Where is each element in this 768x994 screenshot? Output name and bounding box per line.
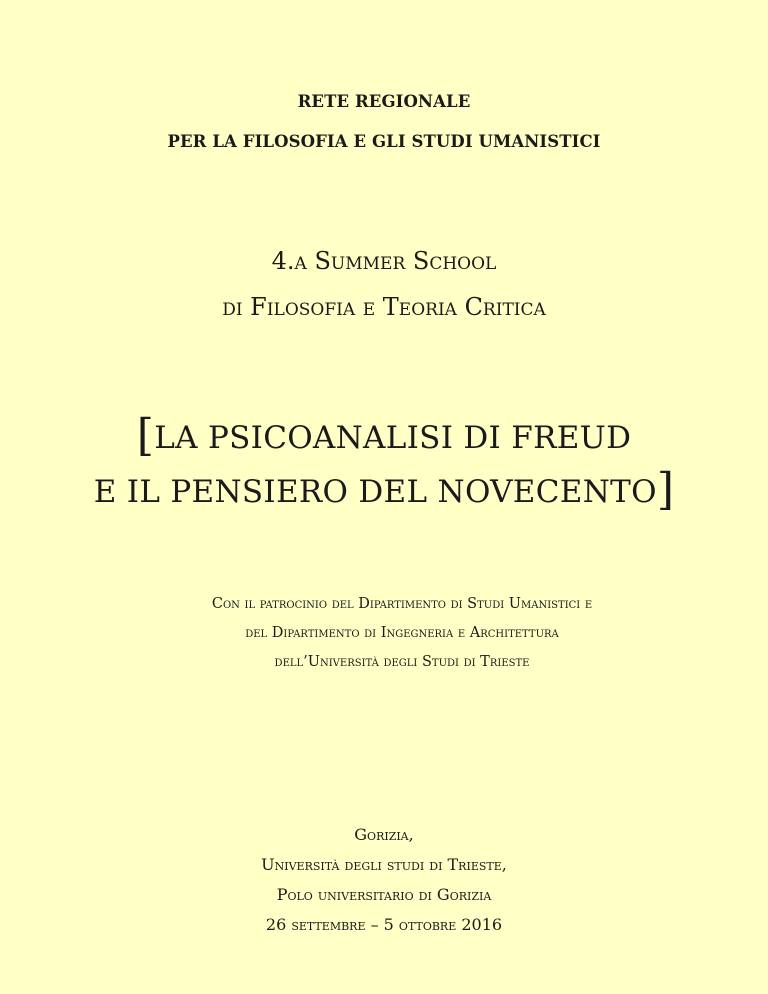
close-bracket: ] <box>656 464 675 515</box>
network-subtitle: PER LA FILOSOFIA E GLI STUDI UMANISTICI <box>167 132 601 151</box>
network-header <box>0 82 768 162</box>
patronage-block <box>18 590 768 677</box>
venue-block <box>0 820 768 940</box>
patronage-line-1: Con il patrocinio del Dipartimento di Studi Umanistici e <box>211 596 593 612</box>
venue-city: Gorizia, <box>354 825 414 844</box>
event-dates: 26 settembre – 5 ottobre 2016 <box>265 915 503 934</box>
title-text-1: LA PSICOANALISI DI FREUD <box>154 420 632 456</box>
main-title <box>0 410 768 518</box>
school-edition: 4.a Summer School <box>271 247 497 275</box>
school-subject: di Filosofia e Teoria Critica <box>222 293 546 321</box>
title-line-1 <box>0 410 768 464</box>
open-bracket: [ <box>136 410 155 461</box>
school-heading <box>0 238 768 330</box>
venue-campus: Polo universitario di Gorizia <box>276 885 492 904</box>
title-line-2 <box>0 464 768 518</box>
patronage-line-2: del Dipartimento di Ingegneria e Architettura <box>245 625 559 641</box>
network-name: RETE REGIONALE <box>297 92 471 111</box>
title-text-2: E IL PENSIERO DEL NOVECENTO <box>93 474 657 510</box>
venue-university: Università degli studi di Trieste, <box>261 855 507 874</box>
patronage-line-3: dell’Università degli Studi di Trieste <box>274 654 530 670</box>
